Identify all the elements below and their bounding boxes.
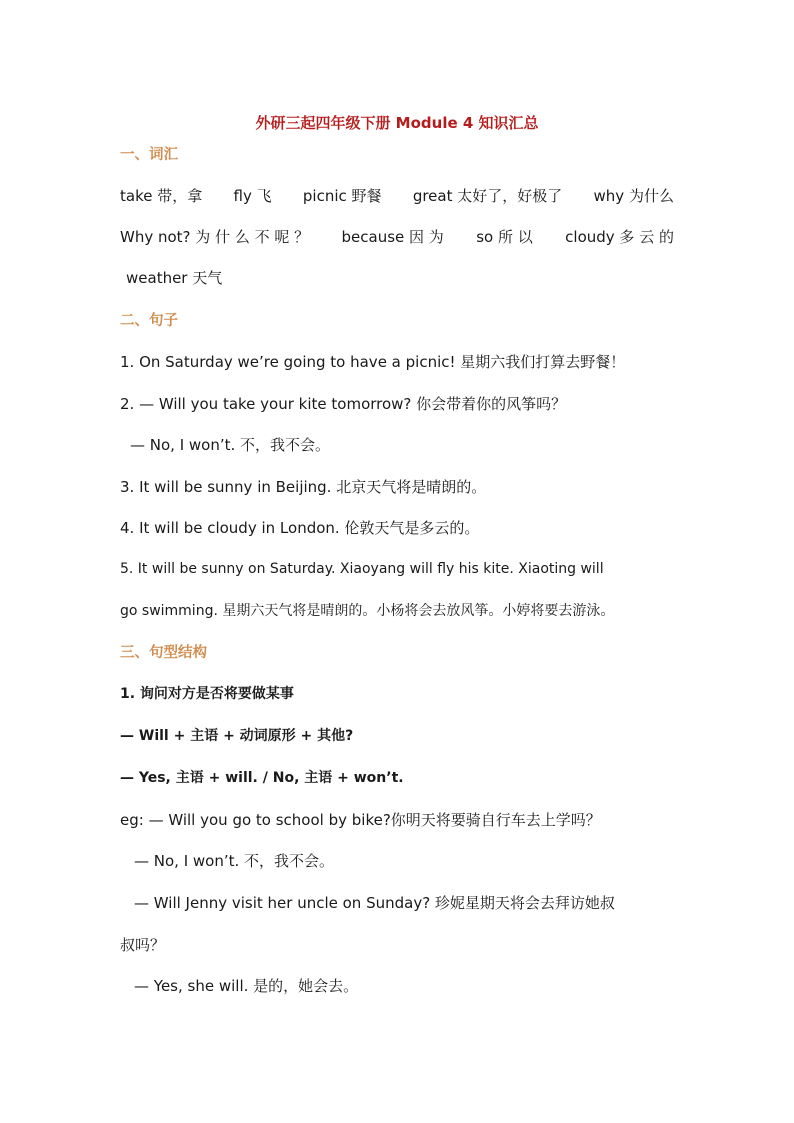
example-2-line-1: — Will Jenny visit her uncle on Sunday? 珍妮星期天将会去拜访她叔 xyxy=(134,894,615,912)
document-title: 外研三起四年级下册 Module 4 知识汇总 xyxy=(255,114,539,132)
sentence-1: 1. On Saturday we’re going to have a picnic! 星期六我们打算去野餐！ xyxy=(120,353,626,371)
sentence-4: 4. It will be cloudy in London. 伦敦天气是多云的。 xyxy=(120,519,480,537)
sentence-3: 3. It will be sunny in Beijing. 北京天气将是晴朗的。 xyxy=(120,478,487,496)
vocab-item: take 带，拿 xyxy=(120,187,203,205)
section-heading-structures: 三、句型结构 xyxy=(120,645,207,661)
vocab-line-2 xyxy=(120,227,674,247)
sentence-2-answer: — No, I won’t. 不，我不会。 xyxy=(130,436,331,454)
structure-pattern-answer: — Yes, 主语 + will. / No, 主语 + won’t. xyxy=(120,770,404,786)
vocab-item: because 因 为 xyxy=(341,228,444,246)
sentence-5-line-2: go swimming. 星期六天气将是晴朗的。小杨将会去放风筝。小婷将要去游泳。 xyxy=(120,603,615,619)
example-2-answer: — Yes, she will. 是的，她会去。 xyxy=(134,977,359,995)
structure-pattern-question: — Will + 主语 + 动词原形 + 其他? xyxy=(120,728,354,744)
vocab-item: great 太好了，好极了 xyxy=(412,187,563,205)
example-1-answer: — No, I won’t. 不，我不会。 xyxy=(134,852,335,870)
section-heading-vocabulary: 一、词汇 xyxy=(120,147,178,163)
structure-subheading: 1. 询问对方是否将要做某事 xyxy=(120,686,294,702)
vocab-item: fly 飞 xyxy=(233,187,272,205)
vocab-item: Why not? 为 什 么 不 呢 ？ xyxy=(120,228,310,246)
vocab-line-3: weather 天气 xyxy=(126,269,223,287)
vocab-item: so 所 以 xyxy=(476,228,533,246)
sentence-5-line-1: 5. It will be sunny on Saturday. Xiaoyang will fly his kite. Xiaoting will xyxy=(120,561,604,577)
vocab-item: why 为什么 xyxy=(593,187,674,205)
vocab-item: cloudy 多 云 的 xyxy=(565,228,674,246)
example-2-line-2: 叔吗？ xyxy=(120,936,166,954)
section-heading-sentences: 二、句子 xyxy=(120,313,178,329)
sentence-2-question: 2. — Will you take your kite tomorrow? 你会带着你的风筝吗？ xyxy=(120,395,567,413)
vocab-line-1 xyxy=(120,186,674,206)
vocab-item: picnic 野餐 xyxy=(302,187,382,205)
example-1: eg: — Will you go to school by bike?你明天将要骑自行车去上学吗？ xyxy=(120,811,601,829)
